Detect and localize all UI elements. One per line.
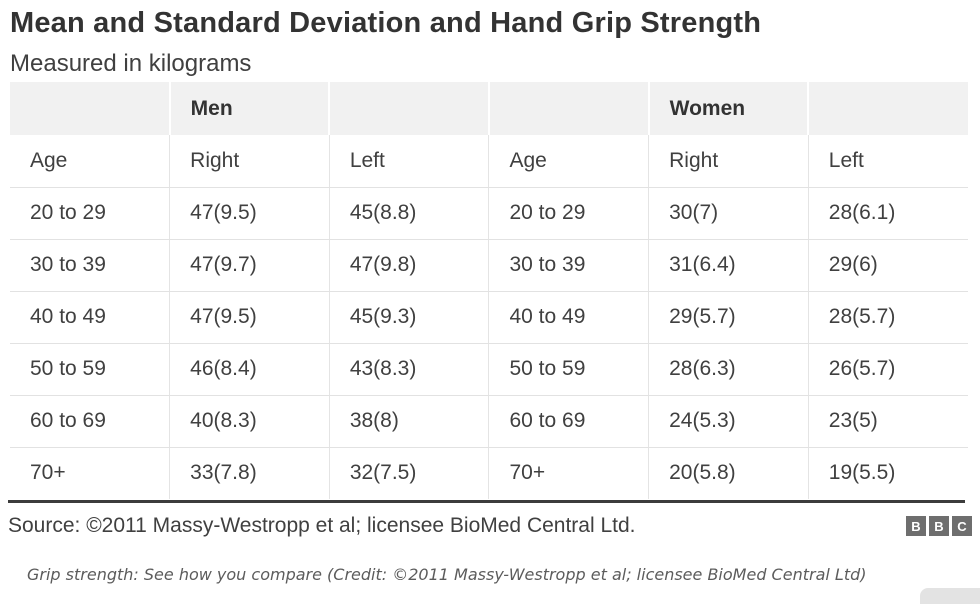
- cell-age: 60 to 69: [489, 395, 649, 447]
- cell-value: 46(8.4): [170, 343, 330, 395]
- cell-value: 29(6): [808, 239, 968, 291]
- source-text: Source: ©2011 Massy-Westropp et al; licensee BioMed Central Ltd.: [8, 514, 636, 537]
- group-header-blank: [489, 82, 649, 135]
- cell-age: 40 to 49: [10, 291, 170, 343]
- table-row: [10, 239, 968, 291]
- footer-divider: [8, 500, 965, 503]
- cell-value: 30(7): [649, 187, 809, 239]
- source-row: [8, 514, 972, 538]
- column-header-age-men: Age: [10, 135, 170, 187]
- cell-value: 45(9.3): [329, 291, 489, 343]
- cell-age: 50 to 59: [489, 343, 649, 395]
- cell-age: 30 to 39: [10, 239, 170, 291]
- group-header-blank: [808, 82, 968, 135]
- cell-value: 47(9.8): [329, 239, 489, 291]
- column-header-left-women: Left: [808, 135, 968, 187]
- group-header-women: Women: [649, 82, 809, 135]
- cell-value: 31(6.4): [649, 239, 809, 291]
- cell-age: 40 to 49: [489, 291, 649, 343]
- cell-age: 60 to 69: [10, 395, 170, 447]
- cell-value: 28(6.3): [649, 343, 809, 395]
- cell-age: 30 to 39: [489, 239, 649, 291]
- cell-value: 47(9.5): [170, 187, 330, 239]
- partial-button-edge: [920, 588, 980, 604]
- cell-value: 23(5): [808, 395, 968, 447]
- cell-value: 19(5.5): [808, 447, 968, 499]
- bbc-logo-block-b1: B: [906, 516, 926, 536]
- cell-age: 70+: [489, 447, 649, 499]
- cell-value: 40(8.3): [170, 395, 330, 447]
- column-header-row: [10, 135, 968, 187]
- cell-value: 29(5.7): [649, 291, 809, 343]
- group-header-blank: [329, 82, 489, 135]
- group-header-blank: [10, 82, 170, 135]
- cell-value: 28(5.7): [808, 291, 968, 343]
- cell-value: 24(5.3): [649, 395, 809, 447]
- bbc-logo: [906, 516, 972, 536]
- cell-value: 38(8): [329, 395, 489, 447]
- cell-age: 20 to 29: [489, 187, 649, 239]
- column-header-right-men: Right: [170, 135, 330, 187]
- image-caption: Grip strength: See how you compare (Credit: ©2011 Massy-Westropp et al; licensee BioMed Central Ltd): [27, 565, 867, 584]
- cell-value: 45(8.8): [329, 187, 489, 239]
- column-header-left-men: Left: [329, 135, 489, 187]
- cell-value: 32(7.5): [329, 447, 489, 499]
- cell-value: 47(9.7): [170, 239, 330, 291]
- page-title: Mean and Standard Deviation and Hand Grip Strength: [10, 7, 762, 39]
- grip-strength-table: [10, 82, 968, 499]
- cell-value: 47(9.5): [170, 291, 330, 343]
- group-header-men: Men: [170, 82, 330, 135]
- cell-value: 26(5.7): [808, 343, 968, 395]
- cell-age: 20 to 29: [10, 187, 170, 239]
- page-subtitle: Measured in kilograms: [10, 50, 252, 77]
- cell-value: 20(5.8): [649, 447, 809, 499]
- group-header-row: [10, 82, 968, 135]
- cell-age: 50 to 59: [10, 343, 170, 395]
- cell-value: 33(7.8): [170, 447, 330, 499]
- table-row: [10, 291, 968, 343]
- bbc-logo-block-c: C: [952, 516, 972, 536]
- cell-value: 28(6.1): [808, 187, 968, 239]
- table-row: [10, 343, 968, 395]
- table-row: [10, 447, 968, 499]
- column-header-right-women: Right: [649, 135, 809, 187]
- cell-age: 70+: [10, 447, 170, 499]
- table-row: [10, 395, 968, 447]
- bbc-logo-block-b2: B: [929, 516, 949, 536]
- cell-value: 43(8.3): [329, 343, 489, 395]
- table-row: [10, 187, 968, 239]
- column-header-age-women: Age: [489, 135, 649, 187]
